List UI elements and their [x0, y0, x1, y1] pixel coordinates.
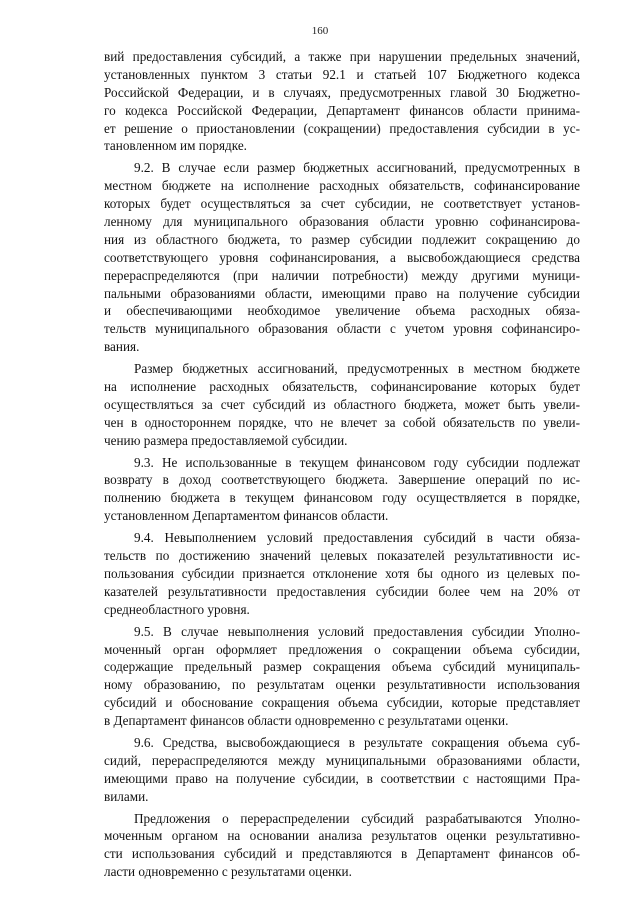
text-line: субсидий и обоснование сокращения объема субсидии, которые представляет [104, 695, 580, 711]
document-body [104, 48, 580, 881]
text-line: пользования субсидии признается отклонение хотя бы одного из целевых по- [104, 565, 580, 581]
text-line: которых будет осуществляться за счет субсидии, не соответствует установ- [104, 196, 580, 212]
text-line: сти использования субсидий и представляются в Департамент финансов об- [104, 846, 580, 862]
text-line: перераспределяются (при наличии потребности) между другими муници- [104, 267, 580, 283]
page-number: 160 [311, 25, 329, 37]
paragraph [104, 734, 580, 806]
text-line: соответствующего уровня софинансирования, а высвобождающиеся средства [104, 249, 580, 265]
text-line: 9.6. Средства, высвобождающиеся в результате сокращения объема суб- [134, 734, 580, 750]
paragraph [104, 48, 580, 155]
text-line: 9.3. Не использованные в текущем финансовом году субсидии подлежат [134, 454, 580, 470]
text-line: осуществляться за счет субсидий из областного бюджета, может быть увели- [104, 396, 580, 412]
paragraph [104, 159, 580, 356]
text-line: 9.2. В случае если размер бюджетных ассигнований, предусмотренных в [134, 160, 580, 176]
text-line: тельств по достижению значений целевых показателей результативности ис- [104, 548, 580, 564]
text-line: Предложения о перераспределении субсидий разрабатываются Уполно- [134, 810, 580, 826]
text-line: и обеспечивающими необходимое увеличение объема расходных обяза- [104, 303, 580, 319]
text-line: 9.4. Невыполнением условий предоставления субсидий в части обяза- [134, 530, 580, 546]
paragraph [104, 454, 580, 526]
text-line: моченный орган оформляет предложения о сокращении объема субсидии, [104, 641, 580, 657]
text-line: моченным органом на основании анализа результатов оценки результативно- [104, 828, 580, 844]
text-line: казателей результативности предоставления субсидии более чем на 20% от [104, 583, 580, 599]
paragraph [104, 623, 580, 730]
text-line: ленному для муниципального образования области уровню софинансирова- [104, 214, 580, 230]
text-line: установленном Департаментом финансов области. [104, 508, 389, 524]
text-line: ет решение о приостановлении (сокращении) предоставления субсидии в ус- [104, 120, 580, 136]
text-line: среднеобластного уровня. [104, 601, 250, 617]
text-line: полнению бюджета в текущем финансовом году осуществляется в порядке, [104, 490, 580, 506]
text-line: го кодекса Российской Федерации, Департамент финансов области принима- [104, 102, 580, 118]
text-line: ния из областного бюджета, то размер субсидии подлежит сокращению до [104, 231, 580, 247]
text-line: Размер бюджетных ассигнований, предусмотренных в местном бюджете [134, 361, 580, 377]
text-line: имеющими право на получение субсидии, в соответствии с настоящими Пра- [104, 770, 580, 786]
text-line: ному образованию, по результатам оценки результативности использования [104, 677, 580, 693]
paragraph [104, 810, 580, 882]
text-line: чению размера предоставляемой субсидии. [104, 432, 348, 448]
text-line: на исполнение расходных обязательств, софинансирование которых будет [104, 379, 580, 395]
text-line: местном бюджете на исполнение расходных обязательств, софинансирование [104, 178, 580, 194]
text-line: установленных пунктом 3 статьи 92.1 и статьей 107 Бюджетного кодекса [104, 66, 580, 82]
text-line: содержащие предельный размер сокращения объема субсидий муниципаль- [104, 659, 580, 675]
text-line: вий предоставления субсидий, а также при нарушении предельных значений, [104, 49, 580, 64]
text-line: вилами. [104, 788, 149, 804]
text-line: тановленном им порядке. [104, 138, 247, 154]
text-line: возврату в доход соответствующего бюджета. Завершение операций по ис- [104, 472, 580, 488]
paragraph [104, 529, 580, 618]
text-line: тельств муниципального образования области с учетом уровня софинансиро- [104, 321, 580, 337]
text-line: ласти одновременно с результатами оценки. [104, 864, 352, 880]
text-line: сидий, перераспределяются между муниципальными образованиями области, [104, 752, 580, 768]
text-line: Российской Федерации, и в случаях, предусмотренных главой 30 Бюджетно- [104, 84, 580, 100]
text-line: в Департамент финансов области одновременно с результатами оценки. [104, 713, 509, 729]
text-line: вания. [104, 339, 140, 355]
paragraph [104, 360, 580, 449]
text-line: пальными образованиями области, имеющими право на получение субсидии [104, 285, 580, 301]
text-line: чен в одностороннем порядке, что не влечет за собой обязательств по увели- [104, 414, 580, 430]
text-line: 9.5. В случае невыполнения условий предоставления субсидии Уполно- [134, 623, 580, 639]
